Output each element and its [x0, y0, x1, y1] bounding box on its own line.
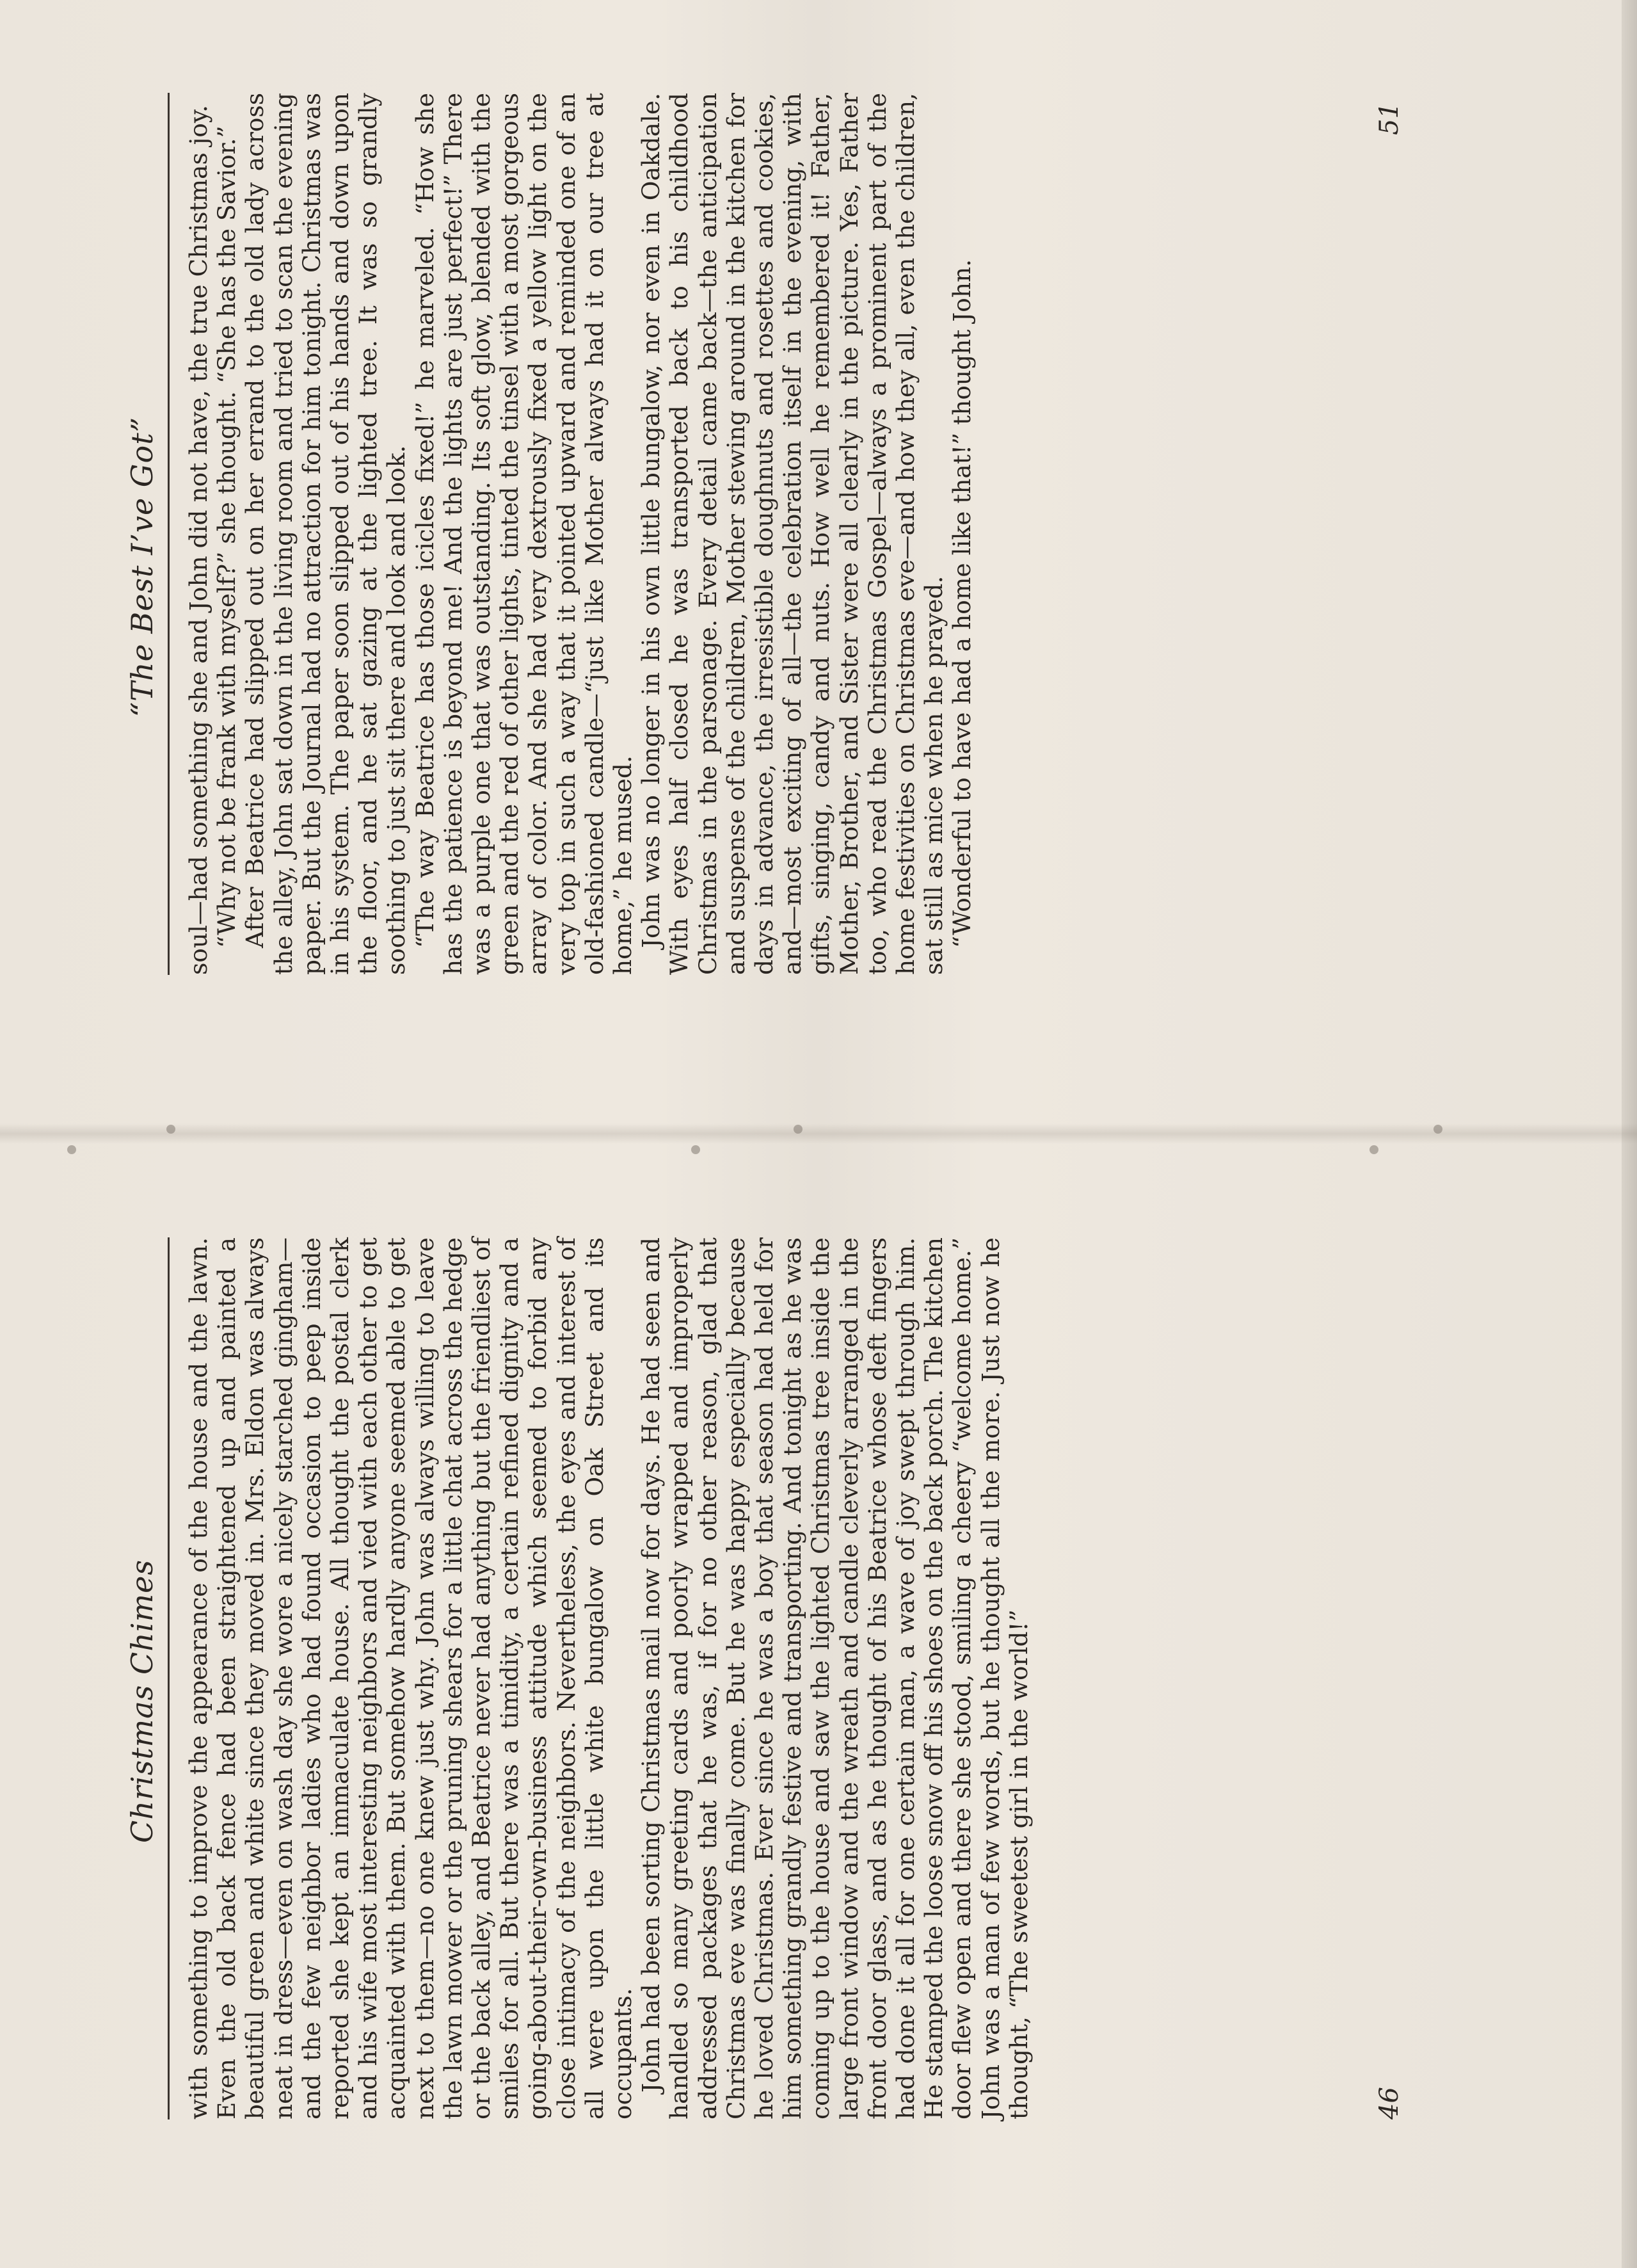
body-text-left	[184, 1237, 1033, 2119]
head-rule-right	[168, 93, 170, 975]
paragraph: After Beatrice had slipped out on her errand to the old lady across the alley, John sat down in the living room and tried to scan the evening paper. But the Journal had no attraction for him tonight. Christmas was in his system. The paper soon slipped out of his hands and down upon the floor, and he sat gazing at the lighted tree. It was so grandly soothing to just sit there and look and look.	[241, 93, 411, 975]
binding-hole	[691, 1145, 700, 1154]
running-head-right: “The Best I’ve Got”	[125, 416, 159, 718]
paragraph: soul—had something she and John did not have, the true Christmas joy.	[184, 105, 212, 975]
paragraph: “Wonderful to have had a home like that!” thought John.	[948, 259, 977, 948]
paragraph: John was no longer in his own little bungalow, nor even in Oakdale. With eyes half closed he was transported back to his childhood Christmas in the parsonage. Every detail came back—the anticipation and suspense of the children, Mother stewing around in the kitchen for days in advance, the irresistible doughnuts and rosettes and cookies, and—most exciting of all—the celebration itself in the evening, with gifts, singing, candy and nuts. How well he remembered it! Father, Mother, Brother, and Sister were all clearly in the picture. Yes, Father too, who read the Christmas Gospel—always a prominent part of the home festivities on Christmas eve—and how they all, even the children, sat still as mice when he prayed.	[637, 93, 948, 975]
paragraph: “Why not be frank with myself?” she thought. “She has the Savior.”	[212, 125, 241, 948]
binding-hole	[794, 1125, 803, 1134]
page-number-left: 46	[1375, 2087, 1404, 2119]
paragraph: “The way Beatrice has those icicles fixed!” he marveled. “How she has the patience is beyond me! And the lights are just perfect!” There was a purple one that was outstanding. Its soft glow, blended with the green and the red of other lights, tinted the tinsel with a most gorgeous array of color. And she had very dextrously fixed a yellow light on the very top in such a way that it pointed upward and reminded one of an old-fashioned candle—“just like Mother always had it on our tree at home,” he mused.	[410, 93, 637, 975]
binding-hole	[166, 1125, 175, 1134]
left-page	[0, 1134, 1637, 2268]
page-number-right: 51	[1375, 102, 1404, 135]
body-text-right	[184, 93, 977, 975]
head-rule-left	[168, 1237, 170, 2119]
binding-hole	[1369, 1145, 1378, 1154]
paragraph: with something to improve the appearance of the house and the lawn. Even the old back fence had been straightened up and painted a beautiful green and white since they moved in. Mrs. Eldon was always neat in dress—even on wash day she wore a nicely starched gingham—and the few neighbor ladies who had found occasion to peep inside reported she kept an immaculate house. All thought the postal clerk and his wife most interesting neighbors and vied with each other to get acquainted with them. But somehow hardly anyone seemed able to get next to them—no one knew just why. John was always willing to leave the lawn mower or the pruning shears for a little chat across the hedge or the back alley, and Beatrice never had anything but the friendliest of smiles for all. But there was a timidity, a certain refined dignity and a going-about-their-own-business attitude which seemed to forbid any close intimacy of the neighbors. Nevertheless, the eyes and interest of all were upon the little white bungalow on Oak Street and its occupants.	[184, 1237, 637, 2119]
paragraph: John had been sorting Christmas mail now for days. He had seen and handled so many greeting cards and poorly wrapped and improperly addressed packages that he was, if for no other reason, glad that Christmas eve was finally come. But he was happy especially because he loved Christmas. Ever since he was a boy that season had held for him something grandly festive and transporting. And tonight as he was coming up to the house and saw the lighted Christmas tree inside the large front window and the wreath and candle cleverly arranged in the front door glass, and as he thought of his Beatrice whose deft fingers had done it all for one certain man, a wave of joy swept through him. He stamped the loose snow off his shoes on the back porch. The kitchen door flew open and there she stood, smiling a cheery “welcome home.” John was a man of few words, but he thought all the more. Just now he thought, “The sweetest girl in the world!”	[637, 1237, 1033, 2119]
binding-hole	[1433, 1125, 1442, 1134]
running-head-left: Christmas Chimes	[125, 1559, 159, 1843]
binding-hole	[67, 1145, 76, 1154]
